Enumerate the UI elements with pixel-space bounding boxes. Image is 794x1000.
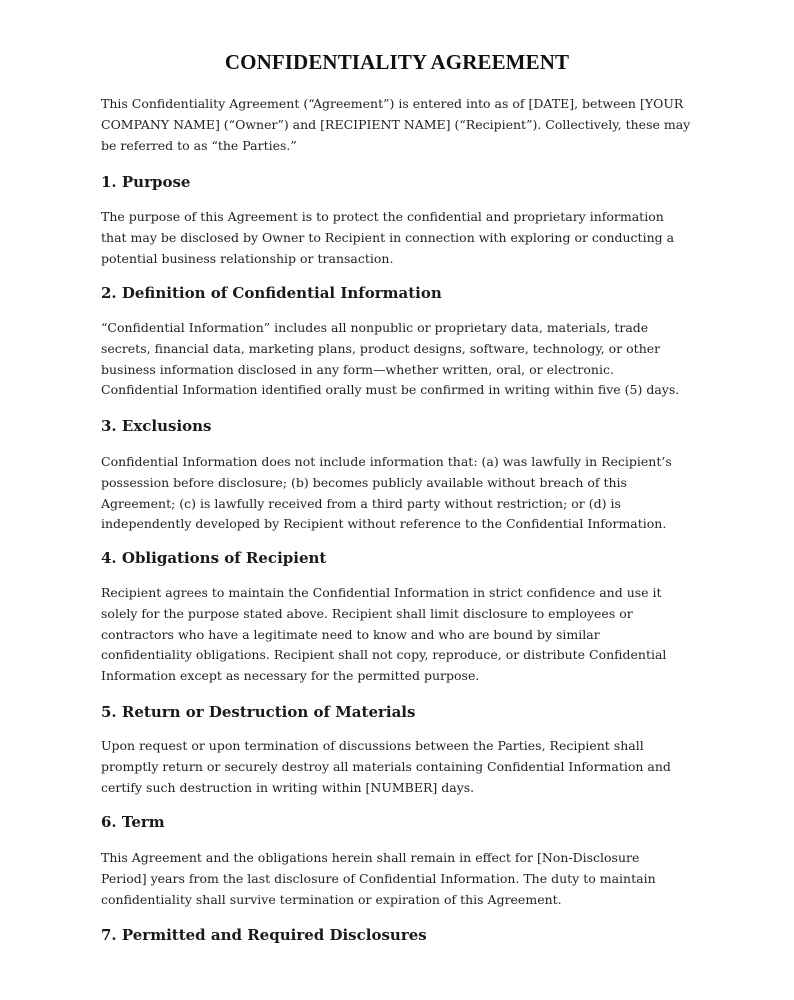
section-paragraph-obligations (101, 583, 701, 687)
paragraph-line: independently developed by Recipient without reference to the Confidential Information. (101, 516, 667, 532)
paragraph-line: potential business relationship or transaction. (101, 250, 394, 266)
section-paragraph-definition (101, 318, 701, 401)
paragraph-line: be referred to as “the Parties.” (101, 137, 297, 153)
section-heading-return: 5. Return or Destruction of Materials (101, 703, 416, 721)
paragraph-line: that may be disclosed by Owner to Recipient in connection with exploring or conducting a (101, 229, 675, 245)
section-heading-term: 6. Term (101, 813, 165, 831)
section-heading-obligations: 4. Obligations of Recipient (101, 549, 327, 567)
paragraph-line: solely for the purpose stated above. Recipient shall limit disclosure to employees or (101, 605, 633, 621)
paragraph-line: possession before disclosure; (b) becomes publicly available without breach of this (101, 474, 627, 490)
paragraph-line: Confidential Information does not include information that: (a) was lawfully in Recipient’s (101, 454, 672, 469)
paragraph-line: secrets, financial data, marketing plans, product designs, software, technology, or other (101, 340, 661, 356)
paragraph-line: certify such destruction in writing within [NUMBER] days. (101, 779, 475, 795)
section-heading-definition: 2. Definition of Confidential Information (101, 284, 442, 302)
document-title: CONFIDENTIALITY AGREEMENT (224, 50, 570, 74)
paragraph-line: Information except as necessary for the permitted purpose. (101, 668, 480, 684)
paragraph-line: confidentiality shall survive termination or expiration of this Agreement. (101, 891, 562, 907)
paragraph-line: “Confidential Information” includes all nonpublic or proprietary data, materials, trade (101, 320, 649, 335)
paragraph-line: COMPANY NAME] (“Owner”) and [RECIPIENT NAME] (“Recipient”). Collectively, these may (101, 116, 691, 132)
section-heading-disclosures: 7. Permitted and Required Disclosures (101, 926, 427, 944)
paragraph-line: contractors who have a legitimate need to know and who are bound by similar (101, 626, 600, 642)
paragraph-line: Recipient agrees to maintain the Confidential Information in strict confidence and use it (101, 585, 662, 600)
section-paragraph-return (101, 736, 701, 798)
section-heading-purpose: 1. Purpose (101, 173, 191, 191)
section-paragraph-term (101, 848, 701, 910)
paragraph-line: business information disclosed in any form—whether written, oral, or electronic. (101, 361, 614, 377)
paragraph-line: confidentiality obligations. Recipient shall not copy, reproduce, or distribute Confidential (101, 647, 667, 663)
paragraph-line: Agreement; (c) is lawfully received from a third party without restriction; or (d) is (101, 495, 621, 511)
section-heading-exclusions: 3. Exclusions (101, 417, 212, 435)
paragraph-line: This Confidentiality Agreement (“Agreement”) is entered into as of [DATE], between [YOUR (101, 96, 684, 111)
intro-paragraph (101, 94, 701, 156)
paragraph-line: Confidential Information identified orally must be confirmed in writing within five (5) days. (101, 382, 680, 398)
section-paragraph-purpose (101, 207, 701, 269)
paragraph-line: Upon request or upon termination of discussions between the Parties, Recipient shall (101, 738, 644, 753)
paragraph-line: Period] years from the last disclosure of Confidential Information. The duty to maintain (101, 870, 656, 886)
section-paragraph-exclusions (101, 452, 701, 535)
paragraph-line: The purpose of this Agreement is to protect the confidential and proprietary information (101, 209, 664, 224)
paragraph-line: promptly return or securely destroy all materials containing Confidential Information and (101, 758, 671, 774)
paragraph-line: This Agreement and the obligations herein shall remain in effect for [Non-Disclosure (101, 850, 640, 865)
